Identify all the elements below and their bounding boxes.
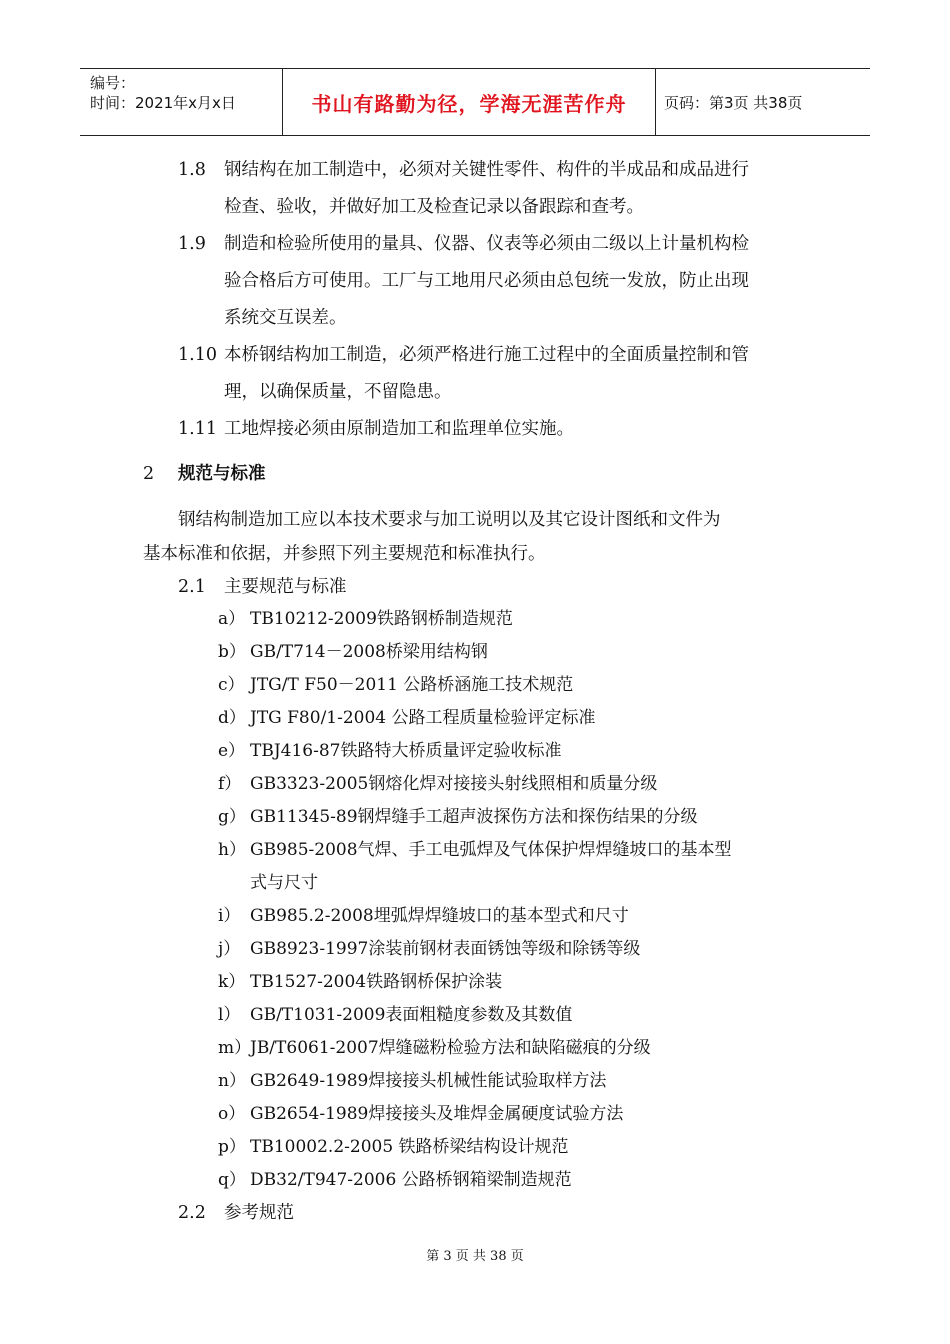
item-number: 1.8 [178, 160, 206, 180]
list-text: JTG F80/1-2004 公路工程质量检验评定标准 [250, 708, 596, 728]
list-item [218, 999, 572, 1032]
item-text-line: 验合格后方可使用。工厂与工地用尺必须由总包统一发放，防止出现 [224, 271, 749, 291]
list-text: GB2649-1989焊接接头机械性能试验取样方法 [250, 1071, 607, 1091]
header-time-label: 时间：2021年x月x日 [90, 94, 236, 112]
item-number: 1.9 [178, 234, 206, 254]
list-item [218, 1098, 623, 1131]
list-text: GB985.2-2008埋弧焊焊缝坡口的基本型式和尺寸 [250, 906, 629, 926]
list-letter: h） [218, 840, 246, 860]
item-text-line: 检查、验收，并做好加工及检查记录以备跟踪和查考。 [224, 197, 644, 217]
header-meta [80, 69, 283, 135]
list-text: TB1527-2004铁路钢桥保护涂装 [250, 972, 503, 992]
list-item [218, 900, 629, 933]
list-text: GB3323-2005钢熔化焊对接接头射线照相和质量分级 [250, 774, 658, 794]
subsection-title: 主要规范与标准 [224, 577, 347, 597]
list-letter: l） [218, 1005, 241, 1025]
list-item [218, 1131, 569, 1164]
list-letter: i） [218, 906, 241, 926]
list-letter: b） [218, 642, 246, 662]
section-number: 2 [143, 464, 155, 484]
list-item-continuation: 式与尺寸 [250, 873, 318, 893]
intro-line: 钢结构制造加工应以本技术要求与加工说明以及其它设计图纸和文件为 [178, 510, 721, 530]
list-letter: a） [218, 609, 246, 629]
list-letter: k） [218, 972, 246, 992]
item-text-line: 系统交互误差。 [224, 308, 347, 328]
list-letter: p） [218, 1137, 246, 1157]
list-letter: g） [218, 807, 246, 827]
item-number: 1.11 [178, 419, 217, 439]
subsection-number: 2.2 [178, 1203, 206, 1223]
list-item [218, 966, 502, 999]
list-letter: f） [218, 774, 242, 794]
list-item [218, 1032, 651, 1065]
list-letter: c） [218, 675, 245, 695]
list-text: GB/T1031-2009表面粗糙度参数及其数值 [250, 1005, 573, 1025]
list-text: GB11345-89钢焊缝手工超声波探伤方法和探伤结果的分级 [250, 807, 698, 827]
list-item [218, 702, 596, 735]
list-item [218, 669, 573, 702]
list-item [218, 603, 513, 636]
subsection-number: 2.1 [178, 577, 206, 597]
list-text: GB2654-1989焊接接头及堆焊金属硬度试验方法 [250, 1104, 624, 1124]
list-item [218, 801, 698, 834]
list-item [218, 1065, 606, 1098]
list-letter: e） [218, 741, 246, 761]
header-motto: 书山有路勤为径，学海无涯苦作舟 [283, 69, 656, 135]
list-item [218, 735, 561, 768]
item-number: 1.10 [178, 345, 217, 365]
header-page-info: 页码：第3页 共38页 [664, 93, 803, 112]
header-number-label: 编号： [90, 74, 136, 92]
intro-line: 基本标准和依据，并参照下列主要规范和标准执行。 [143, 544, 546, 564]
list-text: TB10002.2-2005 铁路桥梁结构设计规范 [250, 1137, 569, 1157]
list-letter: j） [218, 939, 241, 959]
section-heading [143, 456, 266, 493]
list-text: DB32/T947-2006 公路桥钢箱梁制造规范 [250, 1170, 572, 1190]
list-letter: d） [218, 708, 246, 728]
item-text-line: 制造和检验所使用的量具、仪器、仪表等必须由二级以上计量机构检 [224, 234, 749, 254]
list-item [218, 1164, 572, 1197]
section-title: 规范与标准 [178, 464, 266, 484]
list-text: TB10212-2009铁路钢桥制造规范 [250, 609, 513, 629]
list-item [218, 933, 640, 966]
list-item [218, 636, 488, 669]
list-letter: n） [218, 1071, 246, 1091]
item-text-line: 本桥钢结构加工制造，必须严格进行施工过程中的全面质量控制和管 [224, 345, 749, 365]
list-letter: m） [218, 1038, 252, 1058]
list-item [218, 834, 732, 867]
list-text: GB/T714－2008桥梁用结构钢 [250, 642, 488, 662]
item-text-line: 工地焊接必须由原制造加工和监理单位实施。 [224, 419, 574, 439]
item-text-line: 理，以确保质量，不留隐患。 [224, 382, 452, 402]
list-text: JB/T6061-2007焊缝磁粉检验方法和缺陷磁痕的分级 [250, 1038, 651, 1058]
list-text: JTG/T F50－2011 公路桥涵施工技术规范 [250, 675, 574, 695]
list-text: TBJ416-87铁路特大桥质量评定验收标准 [250, 741, 562, 761]
list-letter: o） [218, 1104, 246, 1124]
list-item [218, 768, 657, 801]
page-header [80, 68, 870, 136]
item-text-line: 钢结构在加工制造中，必须对关键性零件、构件的半成品和成品进行 [224, 160, 749, 180]
subsection-title: 参考规范 [224, 1203, 294, 1223]
list-letter: q） [218, 1170, 246, 1190]
page-footer: 第 3 页 共 38 页 [426, 1249, 524, 1264]
list-text: GB8923-1997涂装前钢材表面锈蚀等级和除锈等级 [250, 939, 641, 959]
list-text: GB985-2008气焊、手工电弧焊及气体保护焊焊缝坡口的基本型 [250, 840, 732, 860]
